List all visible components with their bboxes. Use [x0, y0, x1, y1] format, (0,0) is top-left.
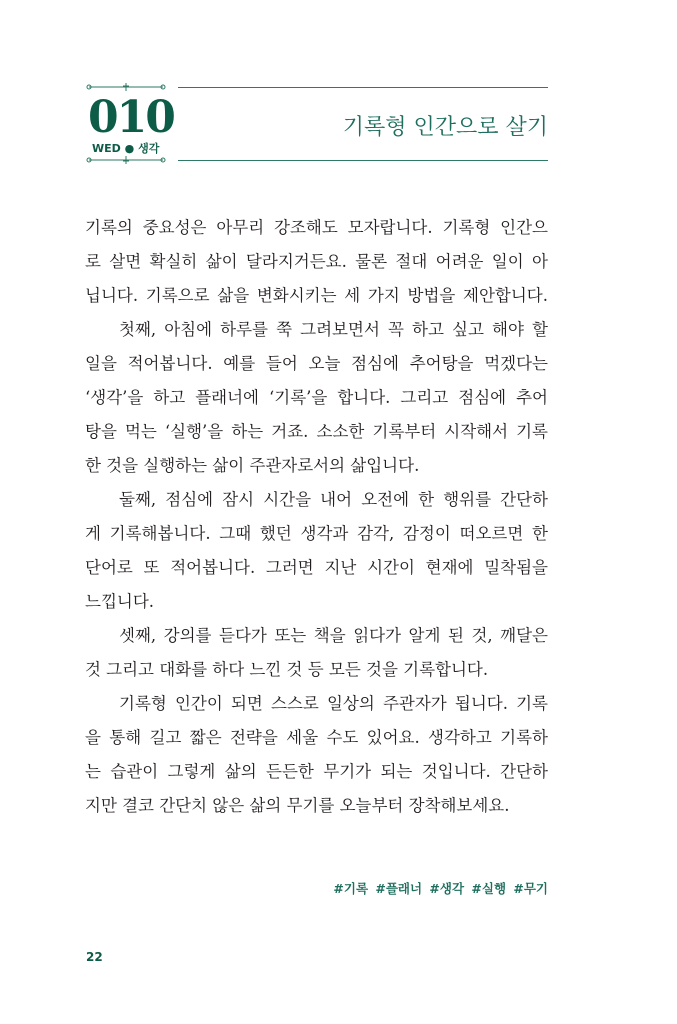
text-line: 로 살면 확실히 삶이 달라지거든요. 물론 절대 어려운 일이 아	[85, 252, 548, 271]
text-line: 을 통해 길고 짧은 전략을 세울 수도 있어요. 생각하고 기록하	[85, 728, 548, 747]
paragraph	[85, 211, 548, 313]
page-title: 기록형 인간으로 살기	[342, 115, 548, 140]
text-line: 일을 적어봅니다. 예를 들어 오늘 점심에 추어탕을 먹겠다는	[85, 354, 548, 373]
page-number: 22	[86, 950, 103, 964]
text-line: 게 기록해봅니다. 그때 했던 생각과 감각, 감정이 떠오르면 한	[85, 524, 548, 543]
hashtags: #기록 #플래너 #생각 #실행 #무기	[333, 881, 548, 896]
text-line: 첫째, 아침에 하루를 쭉 그려보면서 꼭 하고 싶고 해야 할	[119, 320, 548, 339]
text-line: 느낍니다.	[85, 592, 155, 611]
paragraph	[85, 619, 548, 687]
paragraph	[85, 483, 548, 619]
top-rule	[178, 87, 548, 88]
bottom-ornament	[86, 155, 166, 165]
text-line: 셋째, 강의를 듣다가 또는 책을 읽다가 알게 된 것, 깨달은	[119, 626, 548, 645]
text-line: 는 습관이 그렇게 삶의 든든한 무기가 되는 것입니다. 간단하	[85, 762, 548, 781]
text-line: 지만 결코 간단치 않은 삶의 무기를 오늘부터 장착해보세요.	[85, 796, 510, 815]
paragraph	[85, 313, 548, 483]
bottom-rule	[178, 160, 548, 161]
day-label: WED	[92, 142, 121, 155]
top-ornament	[86, 82, 166, 92]
day-category	[92, 140, 159, 156]
category-label: 생각	[138, 142, 160, 155]
text-line: 한 것을 실행하는 삶이 주관자로서의 삶입니다.	[85, 456, 420, 475]
text-line: 단어로 또 적어봅니다. 그러면 지난 시간이 현재에 밀착됨을	[85, 558, 548, 577]
text-line: 기록의 중요성은 아무리 강조해도 모자랍니다. 기록형 인간으	[85, 218, 548, 237]
text-line: 탕을 먹는 ‘실행’을 하는 거죠. 소소한 기록부터 시작해서 기록	[85, 422, 548, 441]
paragraph	[85, 687, 548, 823]
text-line: 것 그리고 대화를 하다 느낀 것 등 모든 것을 기록합니다.	[85, 660, 489, 679]
body-text	[85, 211, 548, 823]
text-line: 둘째, 점심에 잠시 시간을 내어 오전에 한 행위를 간단하	[119, 490, 548, 509]
entry-number: 010	[88, 92, 174, 143]
text-line: 닙니다. 기록으로 삶을 변화시키는 세 가지 방법을 제안합니다.	[85, 286, 548, 305]
bullet-icon: ●	[124, 142, 135, 155]
text-line: ‘생각’을 하고 플래너에 ‘기록’을 합니다. 그리고 점심에 추어	[85, 388, 548, 407]
text-line: 기록형 인간이 되면 스스로 일상의 주관자가 됩니다. 기록	[119, 694, 548, 713]
